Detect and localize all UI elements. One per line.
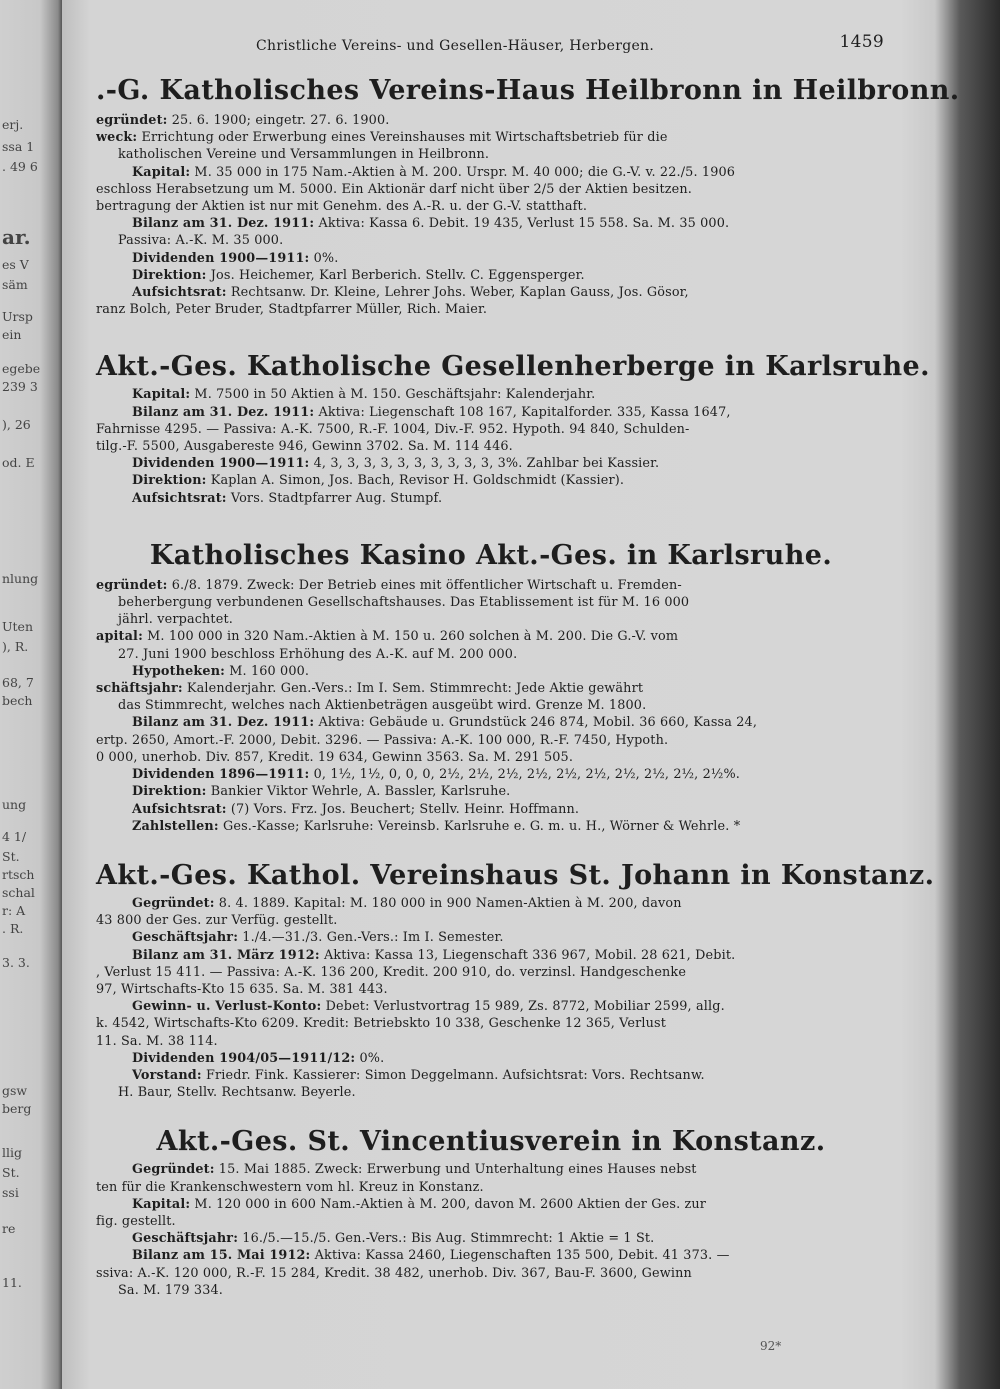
field-label: Kapital: bbox=[132, 387, 191, 403]
field-label: Direktion: bbox=[132, 473, 207, 489]
entry-line bbox=[96, 1033, 886, 1050]
field-text: Aktiva: Liegenschaft 108 167, Kapitalforder. 335, Kassa 1647, bbox=[314, 404, 731, 420]
left-fragment-text: St. bbox=[2, 849, 20, 864]
left-fragment-text: 239 3 bbox=[2, 379, 38, 394]
entry-line bbox=[96, 112, 886, 129]
field-text: Rechtsanw. Dr. Kleine, Lehrer Johs. Weber, Kaplan Gauss, Jos. Gösor, bbox=[226, 285, 689, 301]
field-label: Direktion: bbox=[132, 267, 207, 283]
field-label: Kapital: bbox=[132, 1196, 191, 1212]
field-text: Bankier Viktor Wehrle, A. Bassler, Karlsruhe. bbox=[206, 784, 511, 800]
field-text: Aktiva: Kassa 2460, Liegenschaften 135 500, Debit. 41 373. — bbox=[310, 1248, 730, 1264]
field-label: Aufsichtsrat: bbox=[132, 801, 227, 817]
left-fragment-text: ), 26 bbox=[2, 417, 31, 432]
header-title: Christliche Vereins- und Gesellen-Häuser, Herbergen. bbox=[256, 38, 655, 54]
entry-line bbox=[96, 490, 886, 507]
field-text: 0 000, unerhob. Div. 857, Kredit. 19 634, Gewinn 3563. Sa. M. 291 505. bbox=[96, 749, 574, 765]
entry-line bbox=[96, 895, 886, 912]
adjacent-page-fragment bbox=[0, 0, 62, 1389]
field-text: Debet: Verlustvortrag 15 989, Zs. 8772, Mobiliar 2599, allg. bbox=[321, 999, 725, 1015]
entry-line bbox=[96, 164, 886, 181]
entry-line bbox=[96, 714, 886, 731]
entry-line bbox=[96, 801, 886, 818]
left-fragment-text: re bbox=[2, 1221, 16, 1236]
field-label: Dividenden 1900—1911: bbox=[132, 250, 310, 266]
field-label: Bilanz am 31. März 1912: bbox=[132, 947, 320, 963]
field-label: apital: bbox=[96, 629, 143, 645]
left-fragment-text: od. E bbox=[2, 455, 35, 470]
entry-line bbox=[96, 732, 886, 749]
field-text: 25. 6. 1900; eingetr. 27. 6. 1900. bbox=[167, 113, 390, 128]
field-text: M. 120 000 in 600 Nam.-Aktien à M. 200, davon M. 2600 Aktien der Ges. zur bbox=[190, 1196, 707, 1212]
field-label: egründet: bbox=[96, 577, 168, 593]
entry-line bbox=[96, 438, 886, 455]
field-label: Hypotheken: bbox=[132, 663, 226, 679]
field-text: 8. 4. 1889. Kapital: M. 180 000 in 900 Namen-Aktien à M. 200, davon bbox=[214, 895, 682, 911]
entry-line bbox=[96, 680, 886, 697]
field-text: Passiva: A.-K. M. 35 000. bbox=[118, 233, 284, 249]
entry-line bbox=[96, 284, 886, 301]
field-label: Aufsichtsrat: bbox=[132, 285, 227, 301]
entry-line bbox=[96, 1015, 886, 1032]
page-number: 1459 bbox=[839, 32, 884, 52]
entry-line bbox=[96, 1230, 886, 1247]
entry-title: Akt.-Ges. Katholische Gesellenherberge in Karlsruhe. bbox=[96, 351, 930, 383]
left-fragment-text: 68, 7 bbox=[2, 675, 34, 690]
left-fragment-text: ssi bbox=[2, 1185, 19, 1200]
field-text: jährl. verpachtet. bbox=[118, 612, 233, 628]
field-text: Sa. M. 179 334. bbox=[118, 1282, 224, 1298]
field-label: Geschäftsjahr: bbox=[132, 930, 239, 946]
field-label: Bilanz am 31. Dez. 1911: bbox=[132, 404, 315, 420]
company-entry bbox=[96, 75, 960, 318]
field-text: eschloss Herabsetzung um M. 5000. Ein Aktionär darf nicht über 2/5 der Aktien besitzen. bbox=[96, 181, 692, 197]
field-text: ertp. 2650, Amort.-F. 2000, Debit. 3296. — Passiva: A.-K. 100 000, R.-F. 7450, Hypoth. bbox=[96, 732, 669, 748]
entry-line bbox=[96, 611, 886, 628]
entry-line bbox=[96, 215, 886, 232]
entry-line bbox=[96, 129, 886, 146]
field-text: 97, Wirtschafts-Kto 15 635. Sa. M. 381 443. bbox=[96, 981, 388, 997]
field-text: bertragung der Aktien ist nur mit Genehm. des A.-R. u. der G.-V. statthaft. bbox=[96, 199, 588, 215]
left-fragment-text: 4 1/ bbox=[2, 829, 27, 844]
field-text: 1./4.—31./3. Gen.-Vers.: Im I. Semester. bbox=[238, 930, 504, 946]
field-text: Vors. Stadtpfarrer Aug. Stumpf. bbox=[226, 490, 443, 506]
company-entry bbox=[96, 541, 886, 835]
entry-line bbox=[96, 1084, 886, 1101]
entry-line bbox=[96, 964, 886, 981]
left-fragment-text: Uten bbox=[2, 619, 34, 634]
field-label: Bilanz am 31. Dez. 1911: bbox=[132, 715, 315, 731]
field-label: Bilanz am 15. Mai 1912: bbox=[132, 1248, 311, 1264]
left-fragment-text: Ursp bbox=[2, 309, 33, 324]
field-label: Dividenden 1896—1911: bbox=[132, 767, 310, 783]
field-text: 6./8. 1879. Zweck: Der Betrieb eines mit öffentlicher Wirtschaft u. Fremden- bbox=[167, 577, 682, 593]
entry-line bbox=[96, 628, 886, 645]
entry-body bbox=[96, 895, 886, 1101]
left-fragment-text: schal bbox=[2, 885, 35, 900]
left-fragment-text: 11. bbox=[2, 1275, 22, 1290]
field-label: Zahlstellen: bbox=[132, 818, 219, 834]
field-text: Friedr. Fink. Kassierer: Simon Deggelmann. Aufsichtsrat: Vors. Rechtsanw. bbox=[201, 1067, 705, 1083]
left-fragment-text: gsw bbox=[2, 1083, 28, 1098]
field-text: M. 160 000. bbox=[225, 663, 310, 679]
field-label: Aufsichtsrat: bbox=[132, 490, 227, 506]
left-fragment-text: es V bbox=[2, 257, 29, 272]
company-entry bbox=[96, 351, 930, 506]
field-text: 27. Juni 1900 beschloss Erhöhung des A.-K. auf M. 200 000. bbox=[118, 646, 518, 662]
field-text: H. Baur, Stellv. Rechtsanw. Beyerle. bbox=[118, 1085, 356, 1101]
entry-line bbox=[96, 1067, 886, 1084]
field-label: Kapital: bbox=[132, 164, 191, 180]
entry-line bbox=[96, 250, 886, 267]
entry-line bbox=[96, 404, 886, 421]
left-fragment-text: säm bbox=[2, 277, 28, 292]
entry-body bbox=[96, 577, 886, 835]
left-fragment-text: egebe bbox=[2, 361, 41, 376]
entry-line bbox=[96, 998, 886, 1015]
field-text: ranz Bolch, Peter Bruder, Stadtpfarrer Müller, Rich. Maier. bbox=[96, 302, 488, 318]
entry-body bbox=[96, 1161, 886, 1299]
left-fragment-text: ung bbox=[2, 797, 27, 812]
field-text: 0%. bbox=[355, 1050, 385, 1066]
field-text: 15. Mai 1885. Zweck: Erwerbung und Unterhaltung eines Hauses nebst bbox=[214, 1162, 697, 1178]
field-text: k. 4542, Wirtschafts-Kto 6209. Kredit: Betriebskto 10 338, Geschenke 12 365, Verlust bbox=[96, 1016, 667, 1032]
entry-line bbox=[96, 455, 886, 472]
field-label: Direktion: bbox=[132, 784, 207, 800]
entry-line bbox=[96, 386, 886, 403]
field-text: katholischen Vereine und Versammlungen in Heilbronn. bbox=[118, 147, 490, 163]
field-text: ten für die Krankenschwestern vom hl. Kreuz in Konstanz. bbox=[96, 1179, 484, 1195]
entry-title: Katholisches Kasino Akt.-Ges. in Karlsruhe. bbox=[149, 539, 833, 571]
left-fragment-text: ar. bbox=[2, 225, 31, 249]
left-fragment-text: bech bbox=[2, 693, 33, 708]
entry-line bbox=[96, 912, 886, 929]
entry-line bbox=[96, 981, 886, 998]
entry-title: Akt.-Ges. Kathol. Vereinshaus St. Johann in Konstanz. bbox=[96, 859, 935, 891]
field-text: tilg.-F. 5500, Ausgabereste 946, Gewinn 3702. Sa. M. 114 446. bbox=[96, 439, 513, 455]
entry-line bbox=[96, 818, 886, 835]
field-label: Gewinn- u. Verlust-Konto: bbox=[132, 999, 322, 1015]
entry-line bbox=[96, 929, 886, 946]
entry-line bbox=[96, 1179, 886, 1196]
left-fragment-text: ssa 1 bbox=[2, 139, 35, 154]
field-label: Vorstand: bbox=[132, 1067, 202, 1083]
entry-line bbox=[96, 577, 886, 594]
left-fragment-text: erj. bbox=[2, 117, 24, 132]
entry-line bbox=[96, 1282, 886, 1299]
entries-container bbox=[96, 75, 960, 1299]
field-text: ssiva: A.-K. 120 000, R.-F. 15 284, Kredit. 38 482, unerhob. Div. 367, Bau-F. 3600, Gewinn bbox=[96, 1265, 692, 1281]
left-fragment-text: 3. 3. bbox=[2, 955, 30, 970]
entry-line bbox=[96, 1213, 886, 1230]
entry-line bbox=[96, 421, 886, 438]
field-label: Bilanz am 31. Dez. 1911: bbox=[132, 216, 315, 232]
entry-line bbox=[96, 1050, 886, 1067]
field-text: Jos. Heichemer, Karl Berberich. Stellv. C. Eggensperger. bbox=[206, 267, 585, 283]
field-text: Kaplan A. Simon, Jos. Bach, Revisor H. Goldschmidt (Kassier). bbox=[206, 473, 625, 489]
field-text: 16./5.—15./5. Gen.-Vers.: Bis Aug. Stimmrecht: 1 Aktie = 1 St. bbox=[238, 1231, 655, 1247]
entry-line bbox=[96, 146, 886, 163]
running-header bbox=[96, 32, 886, 58]
field-label: egründet: bbox=[96, 113, 168, 128]
field-text: 43 800 der Ges. zur Verfüg. gestellt. bbox=[96, 913, 338, 929]
entry-line bbox=[96, 267, 886, 284]
entry-title: Akt.-Ges. St. Vincentiusverein in Konstanz. bbox=[156, 1126, 826, 1158]
field-text: Ges.-Kasse; Karlsruhe: Vereinsb. Karlsruhe e. G. m. u. H., Wörner & Wehrle. * bbox=[218, 818, 741, 834]
field-text: (7) Vors. Frz. Jos. Beuchert; Stellv. Heinr. Hoffmann. bbox=[226, 801, 580, 817]
entry-body bbox=[96, 112, 886, 318]
entry-line bbox=[96, 947, 886, 964]
field-label: Dividenden 1900—1911: bbox=[132, 456, 310, 472]
field-label: Dividenden 1904/05—1911/12: bbox=[132, 1050, 356, 1066]
company-entry bbox=[96, 859, 935, 1101]
document-page bbox=[96, 32, 960, 1299]
field-text: M. 7500 in 50 Aktien à M. 150. Geschäftsjahr: Kalenderjahr. bbox=[190, 387, 596, 403]
left-fragment-text: . 49 6 bbox=[2, 159, 38, 174]
entry-line bbox=[96, 749, 886, 766]
left-fragment-text: ), R. bbox=[2, 639, 29, 654]
field-text: beherbergung verbundenen Gesellschaftshauses. Das Etablissement ist für M. 16 000 bbox=[118, 595, 690, 611]
field-text: 0%. bbox=[309, 250, 339, 266]
entry-line bbox=[96, 232, 886, 249]
entry-line bbox=[96, 646, 886, 663]
left-fragment-text: rtsch bbox=[2, 867, 35, 882]
field-text: 11. Sa. M. 38 114. bbox=[96, 1033, 218, 1049]
field-text: Aktiva: Gebäude u. Grundstück 246 874, Mobil. 36 660, Kassa 24, bbox=[314, 715, 758, 731]
field-text: Aktiva: Kassa 6. Debit. 19 435, Verlust 15 558. Sa. M. 35 000. bbox=[314, 216, 730, 232]
entry-line bbox=[96, 1161, 886, 1178]
field-text: Kalenderjahr. Gen.-Vers.: Im I. Sem. Stimmrecht: Jede Aktie gewährt bbox=[182, 681, 644, 697]
field-text: das Stimmrecht, welches nach Aktienbeträgen ausgeübt wird. Grenze M. 1800. bbox=[118, 698, 647, 714]
field-text: M. 100 000 in 320 Nam.-Aktien à M. 150 u. 260 solchen à M. 200. Die G.-V. vom bbox=[142, 629, 679, 645]
left-fragment-text: r: A bbox=[2, 903, 26, 918]
left-fragment-text: . R. bbox=[2, 921, 24, 936]
left-fragment-text: ein bbox=[2, 327, 22, 342]
entry-title: .-G. Katholisches Vereins-Haus Heilbronn in Heilbronn. bbox=[96, 75, 960, 106]
left-fragment-text: nlung bbox=[2, 571, 39, 586]
left-fragment-text: St. bbox=[2, 1165, 20, 1180]
entry-line bbox=[96, 181, 886, 198]
field-label: Gegründet: bbox=[132, 895, 215, 911]
entry-line bbox=[96, 1247, 886, 1264]
left-fragment-text: berg bbox=[2, 1101, 32, 1116]
field-text: Fahrnisse 4295. — Passiva: A.-K. 7500, R.-F. 1004, Div.-F. 952. Hypoth. 94 840, Schulden- bbox=[96, 421, 690, 437]
company-entry bbox=[96, 1127, 886, 1299]
entry-body bbox=[96, 386, 886, 506]
field-label: schäftsjahr: bbox=[96, 681, 183, 697]
entry-line bbox=[96, 472, 886, 489]
entry-line bbox=[96, 697, 886, 714]
field-label: Geschäftsjahr: bbox=[132, 1231, 239, 1247]
entry-line bbox=[96, 198, 886, 215]
entry-line bbox=[96, 301, 886, 318]
field-text: M. 35 000 in 175 Nam.-Aktien à M. 200. Urspr. M. 40 000; die G.-V. v. 22./5. 1906 bbox=[190, 164, 736, 180]
entry-line bbox=[96, 663, 886, 680]
entry-line bbox=[96, 766, 886, 783]
field-label: Gegründet: bbox=[132, 1162, 215, 1178]
signature-mark: 92* bbox=[760, 1339, 782, 1353]
field-text: 0, 1½, 1½, 0, 0, 0, 2½, 2½, 2½, 2½, 2½, 2½, 2½, 2½, 2½, 2½%. bbox=[309, 767, 740, 783]
entry-line bbox=[96, 1196, 886, 1213]
field-text: Errichtung oder Erwerbung eines Vereinshauses mit Wirtschaftsbetrieb für die bbox=[137, 130, 668, 146]
entry-line bbox=[96, 594, 886, 611]
field-text: 4, 3, 3, 3, 3, 3, 3, 3, 3, 3, 3, 3%. Zahlbar bei Kassier. bbox=[309, 456, 660, 472]
field-text: fig. gestellt. bbox=[96, 1213, 176, 1229]
field-text: Aktiva: Kassa 13, Liegenschaft 336 967, Mobil. 28 621, Debit. bbox=[319, 947, 736, 963]
left-fragment-text: llig bbox=[2, 1145, 22, 1160]
entry-line bbox=[96, 1265, 886, 1282]
field-text: , Verlust 15 411. — Passiva: A.-K. 136 200, Kredit. 200 910, do. verzinsl. Handgeschenke bbox=[96, 964, 687, 980]
field-label: weck: bbox=[96, 130, 138, 146]
entry-line bbox=[96, 783, 886, 800]
